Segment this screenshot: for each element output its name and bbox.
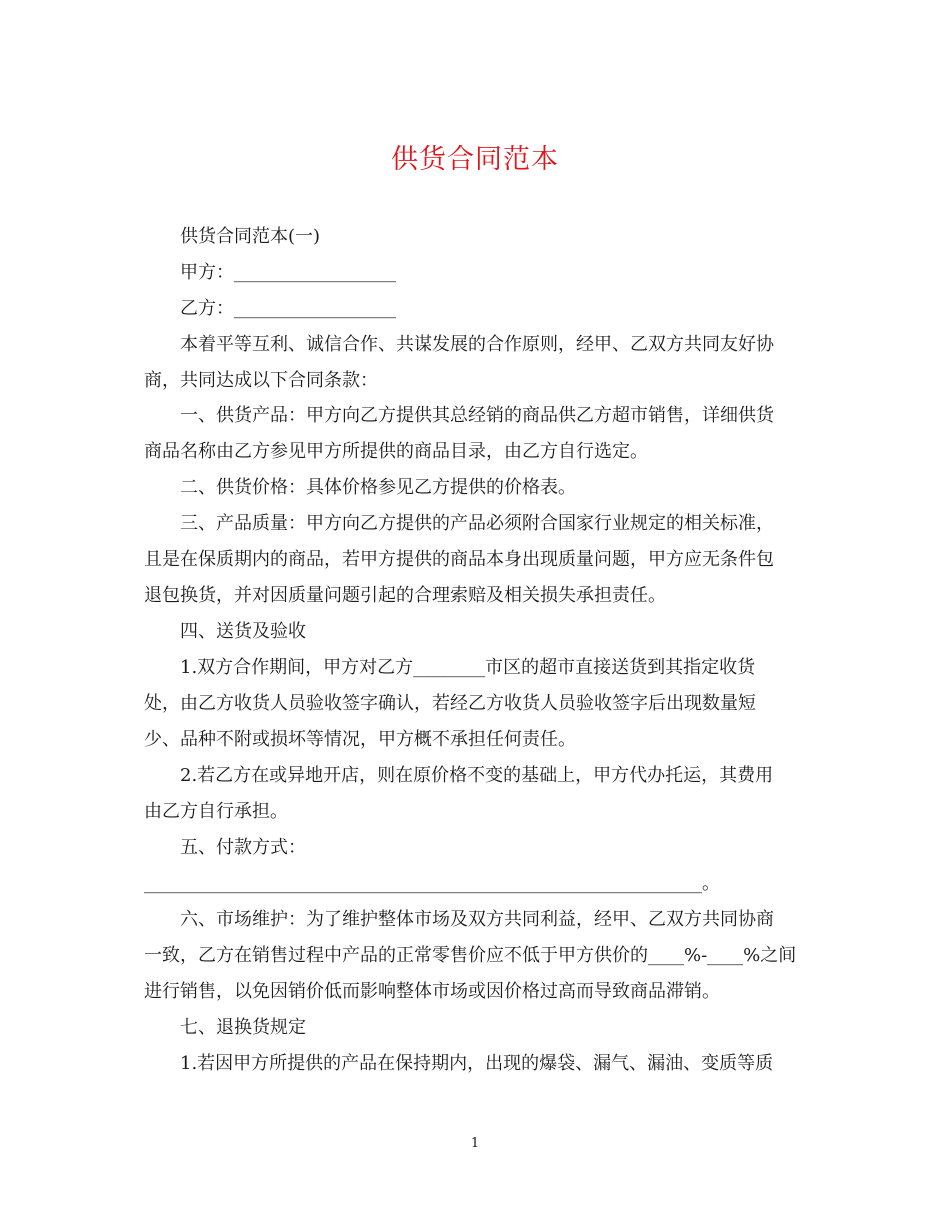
paragraph-line: 由乙方自行承担。	[144, 801, 288, 822]
payment-blank-line: ______________________________________________________________。	[144, 873, 720, 894]
party-a-line: 甲方：__________________	[180, 262, 396, 283]
page-number: 1	[470, 1136, 480, 1151]
subtitle-line: 供货合同范本(一)	[180, 226, 321, 247]
section-heading: 七、退换货规定	[180, 1017, 306, 1038]
paragraph-line: 二、供货价格：具体价格参见乙方提供的价格表。	[180, 477, 576, 498]
section-heading: 五、付款方式：	[180, 837, 306, 858]
paragraph-line: 商，共同达成以下合同条款：	[144, 370, 378, 391]
paragraph-line: 一致，乙方在销售过程中产品的正常零售价应不低于甲方供价的____%-____%之间	[144, 945, 797, 966]
paragraph-line: 1.双方合作期间，甲方对乙方________市区的超市直接送货到其指定收货	[180, 657, 756, 678]
paragraph-line: 三、产品质量：甲方向乙方提供的产品必须附合国家行业规定的相关标准，	[180, 513, 774, 534]
paragraph-line: 商品名称由乙方参见甲方所提供的商品目录，由乙方自行选定。	[144, 441, 648, 462]
paragraph-line: 退包换货，并对因质量问题引起的合理索赔及相关损失承担责任。	[144, 585, 666, 606]
section-heading: 四、送货及验收	[180, 621, 306, 642]
paragraph-line: 本着平等互利、诚信合作、共谋发展的合作原则，经甲、乙双方共同友好协	[180, 334, 774, 355]
paragraph-line: 六、市场维护：为了维护整体市场及双方共同利益，经甲、乙双方共同协商	[180, 909, 774, 930]
document-title: 供货合同范本	[391, 144, 559, 175]
paragraph-line: 少、品种不附或损坏等情况，甲方概不承担任何责任。	[144, 729, 576, 750]
paragraph-line: 一、供货产品：甲方向乙方提供其总经销的商品供乙方超市销售，详细供货	[180, 405, 774, 426]
paragraph-line: 1.若因甲方所提供的产品在保持期内，出现的爆袋、漏气、漏油、变质等质	[180, 1053, 774, 1074]
paragraph-line: 进行销售，以免因销价低而影响整体市场或因价格过高而导致商品滞销。	[144, 981, 720, 1002]
paragraph-line: 且是在保质期内的商品，若甲方提供的商品本身出现质量问题，甲方应无条件包	[144, 549, 774, 570]
paragraph-line: 处，由乙方收货人员验收签字确认，若经乙方收货人员验收签字后出现数量短	[144, 693, 756, 714]
paragraph-line: 2.若乙方在或异地开店，则在原价格不变的基础上，甲方代办托运，其费用	[180, 765, 774, 786]
party-b-line: 乙方：__________________	[180, 298, 396, 319]
